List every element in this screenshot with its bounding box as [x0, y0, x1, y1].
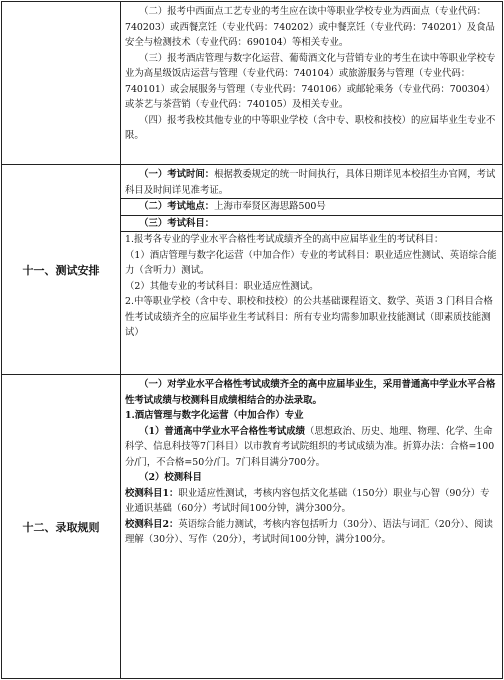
school-test-subject-1 — [125, 486, 498, 517]
admission-rule-1: （一）对学业水平合格性考试成绩齐全的高中应届毕业生，采用普通高中学业水平合格性考试成绩与校测科目成绩相结合的办法录取。 — [125, 379, 496, 406]
exam-place — [121, 199, 502, 216]
admission-table — [1, 1, 503, 679]
admission-rules-cell — [121, 375, 503, 679]
exam-subjects-item-1a: （1）酒店管理与数字化运营（中加合作）专业的考试科目：职业适应性测试、英语综合能力（含听力）测试。 — [125, 249, 497, 276]
school-test-subject-2 — [125, 517, 498, 548]
eligibility-paragraph-3: （三）报考酒店管理与数字化运营、葡萄酒文化与营销专业的考生在读中等职业学校专业为高星级饭店运营与管理（专业代码：740104）或旅游服务与管理（专业代码：740101）或会展服务与管理（专业代码：740106）或邮轮乘务（专业代码：700304）或茶艺与茶营销（专业代码：740105）及相关专业。 — [125, 52, 496, 110]
table-row-admission-rules — [2, 375, 503, 679]
test-arrangement-cell — [121, 165, 503, 375]
academic-score-text: （思想政治、历史、地理、物理、化学、生命科学、信息科技等7门科目）以市教育考试院组织的考试成绩为准。折算办法：合格=100分/门，不合格=50分/门。7门科目满分700分。 — [125, 425, 495, 468]
exam-time-label: （一）考试时间： — [139, 169, 215, 180]
subject-2-label: 校测科目2： — [125, 518, 179, 530]
academic-score-label: （1）普通高中学业水平合格性考试成绩 — [139, 425, 305, 437]
subject-2-text: 英语综合能力测试，考核内容包括听力（30分）、语法与词汇（20分）、阅读理解（30分）、写作（20分），考试时间100分钟，满分100分。 — [125, 518, 493, 545]
eligibility-cell — [121, 2, 503, 165]
exam-time — [121, 167, 502, 199]
row-heading-admission-rules: 十二、录取规则 — [2, 375, 121, 679]
admission-document — [1, 1, 503, 678]
exam-time-text: 根据教委规定的统一时间执行，具体日期详见本校招生办官网，考试科目及时间详见准考证。 — [125, 169, 496, 196]
table-row-eligibility-continued — [2, 2, 503, 165]
exam-subjects-heading: （三）考试科目： — [121, 216, 502, 233]
exam-subjects-item-1: 1.报考各专业的学业水平合格性考试成绩齐全的高中应届毕业生的考试科目： — [125, 234, 444, 245]
school-test-heading: （2）校测科目 — [139, 472, 202, 483]
subject-1-label: 校测科目1： — [125, 487, 179, 499]
table-row-test-arrangement — [2, 165, 503, 375]
row-heading-empty — [2, 2, 121, 165]
exam-subjects-item-1b: （2）其他专业的考试科目：职业适应性测试。 — [125, 280, 319, 292]
academic-score-rule — [125, 424, 498, 471]
eligibility-paragraph-4: （四）报考我校其他专业的中等职业学校（含中专、职校和技校）的应届毕业生专业不限。 — [125, 114, 496, 141]
exam-place-label: （二）考试地点： — [139, 201, 215, 212]
major-title: 1.酒店管理与数字化运营（中加合作）专业 — [125, 410, 304, 421]
subject-1-text: 职业适应性测试，考核内容包括文化基础（150分）职业与心智（90分）专业通识基础（60分）考试时间100分钟，满分300分。 — [125, 487, 490, 514]
row-heading-test-arrangement: 十一、测试安排 — [2, 165, 121, 375]
exam-subjects-item-2: 2.中等职业学校（含中专、职校和技校）的公共基础课程语文、数学、英语 3 门科目合格性考试成绩齐全的应届毕业生考试科目：所有专业均需参加职业技能测试（即素质技能测试） — [125, 296, 493, 338]
eligibility-paragraph-2: （二）报考中西面点工艺专业的考生应在读中等职业学校专业为西面点（专业代码：740203）或西餐烹饪（专业代码：740202）或中餐烹饪（专业代码：740201）及食品安全与检测技术（专业代码：690104）等相关专业。 — [125, 6, 495, 48]
exam-place-text: 上海市奉贤区海思路500号 — [214, 201, 326, 212]
